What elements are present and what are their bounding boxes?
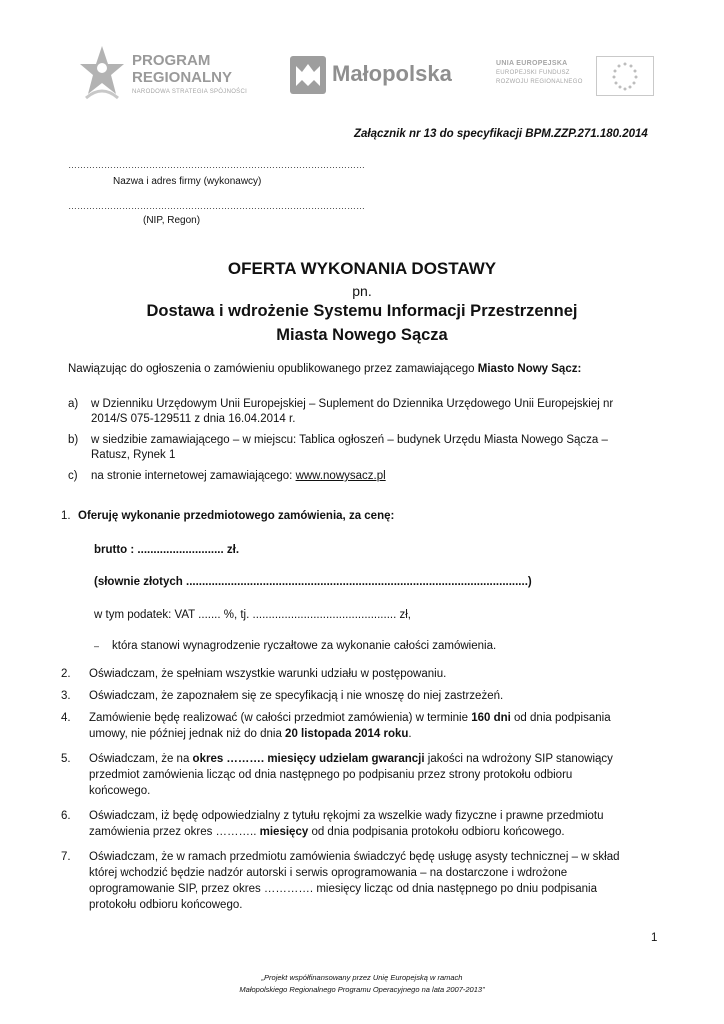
source-c-line: [91, 468, 386, 485]
item1-number: 1.: [61, 510, 71, 522]
intro-paragraph: [68, 361, 668, 378]
source-a-marker: a): [68, 398, 79, 410]
contractor-name-label: Nazwa i adres firmy (wykonawcy): [113, 176, 262, 187]
eu-flag-icon: [596, 56, 654, 96]
item6-line2: [89, 824, 565, 841]
item4-deadline: 20 listopada 2014 roku: [285, 728, 409, 740]
price-brutto-field[interactable]: brutto : ........................... zł.: [94, 544, 240, 556]
item6-a: zamówienia przez okres ………..: [89, 826, 260, 838]
malopolska-logo-text: Małopolska: [332, 61, 452, 86]
item7-line2: której wchodzić będzie nadzór autorski i serwis oprogramowania – na dostarczone i wdrożone: [89, 867, 568, 879]
item4-number: 4.: [61, 712, 71, 724]
item4-line1: [89, 710, 611, 727]
item2-number: 2.: [61, 668, 71, 680]
program-regionalny-logo: [78, 44, 278, 104]
item7-line3: oprogramowanie SIP, przez okres …………. miesięcy licząc od dnia następnego po dniu podpisania: [89, 883, 597, 895]
item5-line1: [89, 751, 613, 768]
lump-sum-text: która stanowi wynagrodzenie ryczałtowe za wykonanie całości zamówienia.: [112, 640, 497, 652]
item2-text: Oświadczam, że spełniam wszystkie warunki udziału w postępowaniu.: [89, 668, 447, 680]
contractor-nip-line: ………………………………………………………………………………………: [68, 201, 365, 211]
vat-field[interactable]: w tym podatek: VAT ....... %, tj. ............................................. zł,: [94, 609, 411, 621]
item7-line1: Oświadczam, że w ramach przedmiotu zamówienia świadczyć będę usługę asysty technicznej – w skład: [89, 851, 620, 863]
item6-number: 6.: [61, 810, 71, 822]
malopolska-logo: [290, 56, 480, 96]
item5-line3: końcowego.: [89, 785, 151, 797]
item4-c: od dnia podpisania: [510, 712, 611, 724]
subject-title-line2: Miasta Nowego Sącza: [276, 326, 448, 344]
item5-c: jakości na wdrożony SIP stanowiący: [424, 753, 613, 765]
program-logo-line1: PROGRAM: [132, 52, 211, 69]
eu-logo-line2: EUROPEJSKI FUNDUSZ: [496, 70, 570, 76]
eu-logo-line1: UNIA EUROPEJSKA: [496, 60, 568, 67]
item6-c: od dnia podpisania protokołu odbioru końcowego.: [308, 826, 565, 838]
source-b-line1: w siedzibie zamawiającego – w miejscu: Tablica ogłoszeń – budynek Urzędu Miasta Nowego Sącza –: [91, 434, 608, 446]
source-b-marker: b): [68, 434, 79, 446]
price-words-field[interactable]: (słownie złotych ...........................................................................................................): [94, 576, 532, 588]
annex-reference: Załącznik nr 13 do specyfikacji BPM.ZZP.271.180.2014: [354, 128, 648, 140]
title-pn: pn.: [352, 283, 372, 299]
document-title: OFERTA WYKONANIA DOSTAWY: [227, 259, 497, 278]
footer-line2: Małopolskiego Regionalnego Programu Operacyjnego na lata 2007-2013”: [239, 985, 485, 994]
item3-number: 3.: [61, 690, 71, 702]
website-link[interactable]: www.nowysacz.pl: [295, 470, 386, 482]
program-star-icon: [78, 44, 126, 102]
contractor-name-line: ………………………………………………………………………………………: [68, 160, 365, 170]
item5-a: Oświadczam, że na: [89, 753, 193, 765]
page-number: 1: [651, 932, 658, 944]
item4-f: .: [408, 728, 412, 740]
item5-number: 5.: [61, 753, 71, 765]
malopolska-emblem-icon: [290, 56, 326, 94]
item5-warranty: okres ………. miesięcy udzielam gwarancji: [192, 753, 425, 765]
source-c-text: na stronie internetowej zamawiającego:: [91, 470, 296, 482]
source-a-line1: w Dzienniku Urzędowym Unii Europejskiej – Suplement do Dziennika Urzędowego Unii Europejskiej nr: [91, 398, 614, 410]
item4-d: umowy, nie później jednak niż do dnia: [89, 728, 286, 740]
item6-line1: Oświadczam, iż będę odpowiedzialny z tytułu rękojmi za wszelkie wady fizyczne i prawne przedmiotu: [89, 810, 604, 822]
contractor-nip-label: (NIP, Regon): [143, 215, 201, 226]
eu-logo-line3: ROZWOJU REGIONALNEGO: [496, 79, 583, 85]
item3-text: Oświadczam, że zapoznałem się ze specyfikacją i nie wnoszę do niej zastrzeżeń.: [89, 690, 504, 702]
eu-logo: [496, 56, 656, 96]
subject-title-line1: Dostawa i wdrożenie Systemu Informacji Przestrzennej: [146, 302, 578, 320]
lump-sum-dash: –: [94, 641, 100, 651]
item7-number: 7.: [61, 851, 71, 863]
item4-line2: [89, 726, 412, 743]
source-b-line2: Ratusz, Rynek 1: [91, 449, 176, 461]
item7-line4: protokołu odbioru końcowego.: [89, 899, 243, 911]
source-c-marker: c): [68, 470, 78, 482]
item4-days: 160 dni: [471, 712, 511, 724]
program-logo-line3: NARODOWA STRATEGIA SPÓJNOŚCI: [132, 89, 248, 95]
item4-a: Zamówienie będę realizować (w całości przedmiot zamówienia) w terminie: [89, 712, 472, 724]
intro-text: Nawiązując do ogłoszenia o zamówieniu opublikowanego przez zamawiającego: [68, 363, 478, 375]
intro-bold: Miasto Nowy Sącz:: [477, 363, 582, 375]
item1-heading: Oferuję wykonanie przedmiotowego zamówienia, za cenę:: [78, 510, 395, 522]
item6-months: miesięcy: [259, 826, 309, 838]
program-logo-line2: REGIONALNY: [132, 69, 233, 86]
source-a-line2: 2014/S 075-129511 z dnia 16.04.2014 r.: [91, 413, 296, 425]
item5-line2: przedmiot zamówienia licząc od dnia następnego po podpisaniu przez strony protokołu odbioru: [89, 769, 573, 781]
footer-line1: „Projekt współfinansowany przez Unię Europejską w ramach: [261, 973, 463, 982]
